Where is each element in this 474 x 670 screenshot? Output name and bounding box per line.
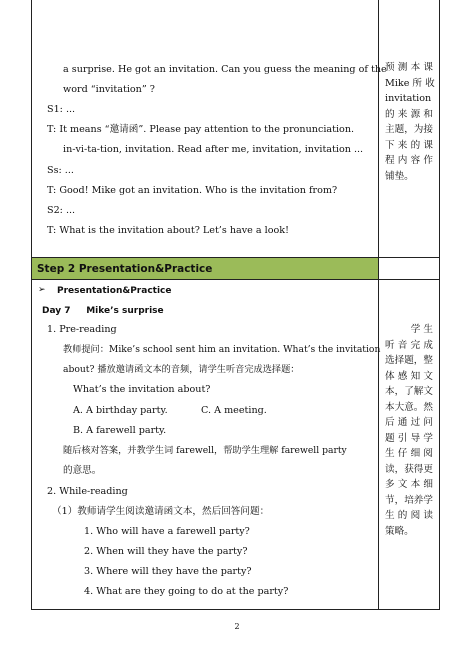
step2-note-line: 选择题，整 — [385, 355, 433, 366]
while-reading-heading: 2. While-reading — [47, 486, 128, 497]
option-a: A. A birthday party. — [73, 405, 168, 416]
top-line-1: a surprise. He got an invitation. Can you guess the meaning of the — [63, 64, 387, 75]
top-line-3: S1: ... — [47, 104, 76, 115]
top-line-4: T: It means “邀请函”. Please pay attention to the pronunciation. — [47, 124, 355, 135]
top-note-line: 的 来 源 和 — [385, 108, 433, 120]
table-left-border — [31, 0, 32, 610]
step2-note-line: 本大意。然 — [385, 401, 433, 413]
step2-note-line: 听 音 完 成 — [385, 339, 433, 351]
top-line-7: T: Good! Mike got an invitation. Who is the invitation from? — [47, 185, 338, 196]
sub-heading: Presentation&Practice — [57, 286, 172, 296]
step2-note-line: 多 文 本 细 — [385, 479, 433, 490]
question-1: 1. Who will have a farewell party? — [84, 526, 250, 537]
after-options-line-1: 随后核对答案，并教学生词 farewell，帮助学生理解 farewell party — [63, 445, 347, 456]
step2-note-line: 读，获得更 — [385, 463, 433, 475]
top-note-line: 主题，为接 — [385, 124, 433, 135]
top-line-2: word “invitation” ? — [63, 84, 155, 95]
top-note-line: 程 内 容 作 — [385, 155, 433, 166]
step2-note-line: 后 通 过 问 — [385, 417, 433, 428]
top-note-line: 下 来 的 课 — [385, 139, 433, 151]
top-line-9: T: What is the invitation about? Let’s have a look! — [47, 225, 289, 236]
option-c: C. A meeting. — [201, 405, 267, 416]
table-bottom-border — [31, 609, 439, 610]
step2-note-line: 学 生 — [410, 324, 433, 335]
step2-note-line: 生 的 阅 读 — [385, 510, 433, 521]
top-note-line: 预 测 本 课 — [385, 62, 433, 73]
bullet-arrow-icon: ➢ — [38, 285, 46, 295]
pre-reading-heading: 1. Pre-reading — [47, 324, 117, 335]
top-note — [385, 60, 433, 184]
top-line-8: S2: ... — [47, 205, 76, 216]
step2-note — [385, 322, 433, 539]
step2-note-line: 节，培养学 — [385, 494, 433, 506]
page-number: 2 — [234, 622, 240, 631]
step2-note-line: 生 仔 细 阅 — [385, 448, 433, 459]
step2-note-line: 题 引 导 学 — [385, 432, 433, 444]
after-options-line-2: 的意思。 — [63, 465, 102, 476]
top-line-6: Ss: ... — [47, 165, 74, 176]
top-line-5: in-vi-ta-tion, invitation. Read after me, invitation, invitation ... — [63, 144, 364, 155]
table-right-border — [439, 0, 440, 610]
pre-reading-line-1: 教师提问：Mike’s school sent him an invitation. What’s the invitation — [63, 344, 381, 355]
question-prompt: What’s the invitation about? — [73, 384, 211, 395]
question-2: 2. When will they have the party? — [84, 546, 248, 557]
step-title: Step 2 Presentation&Practice — [37, 263, 213, 275]
step2-note-line: 策略。 — [385, 525, 414, 537]
while-reading-intro: （1）教师请学生阅读邀请函文本，然后回答问题： — [52, 506, 270, 517]
option-b: B. A farewell party. — [73, 425, 167, 436]
top-note-line: Mike 所 收 — [385, 77, 435, 89]
column-divider — [378, 0, 379, 610]
day-label: Day 7 Mike’s surprise — [42, 306, 164, 316]
row-divider-step — [31, 279, 439, 280]
top-note-line: 铺垫。 — [385, 170, 414, 182]
pre-reading-line-2: about? 播放邀请函文本的音频，请学生听音完成选择题： — [63, 364, 300, 375]
top-note-line: invitation — [385, 93, 432, 104]
step2-note-line: 体 感 知 文 — [385, 370, 433, 382]
question-4: 4. What are they going to do at the party? — [84, 586, 289, 597]
step2-note-line: 本，了解文 — [385, 386, 433, 397]
question-3: 3. Where will they have the party? — [84, 566, 252, 577]
